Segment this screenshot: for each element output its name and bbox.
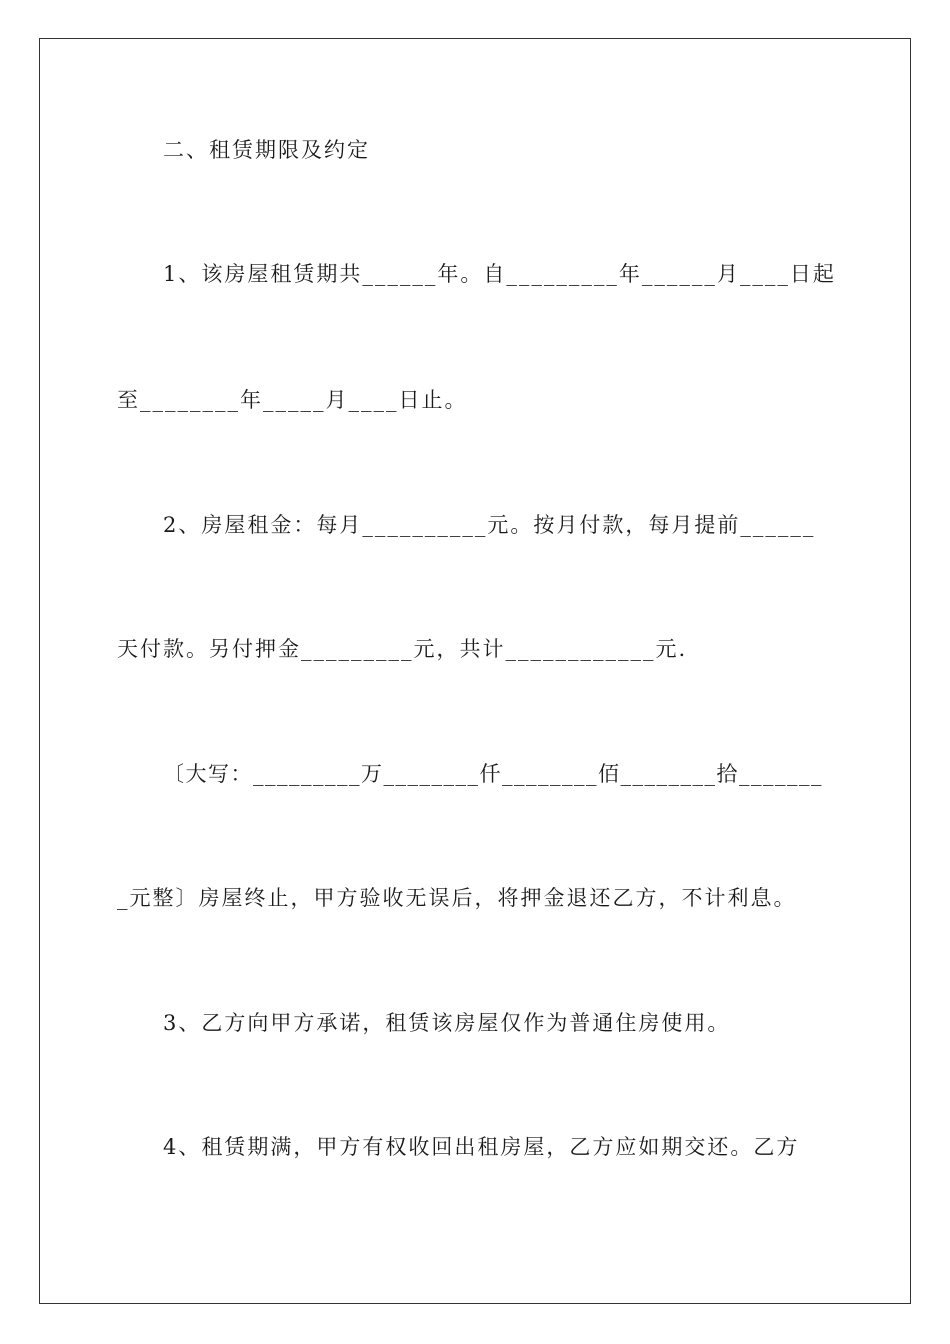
clause-2-line-2: 天付款。另付押金_________元，共计____________元.	[117, 637, 688, 661]
clause-2-line-3: 〔大写：_________万________仟________佰________拾_______	[163, 762, 823, 786]
section-heading: 二、租赁期限及约定	[163, 138, 370, 162]
clause-1-line-1: 1、该房屋租赁期共______年。自_________年______月____日起	[163, 262, 836, 286]
clause-4-line-1: 4、租赁期满，甲方有权收回出租房屋，乙方应如期交还。乙方	[163, 1135, 800, 1159]
clause-2-line-1: 2、房屋租金：每月__________元。按月付款，每月提前______	[163, 513, 816, 537]
page-border	[39, 38, 911, 1304]
clause-1-line-2: 至________年_____月____日止。	[117, 388, 468, 412]
clause-2-line-4: _元整〕房屋终止，甲方验收无误后，将押金退还乙方，不计利息。	[117, 886, 797, 910]
clause-3-line-1: 3、乙方向甲方承诺，租赁该房屋仅作为普通住房使用。	[163, 1011, 731, 1035]
